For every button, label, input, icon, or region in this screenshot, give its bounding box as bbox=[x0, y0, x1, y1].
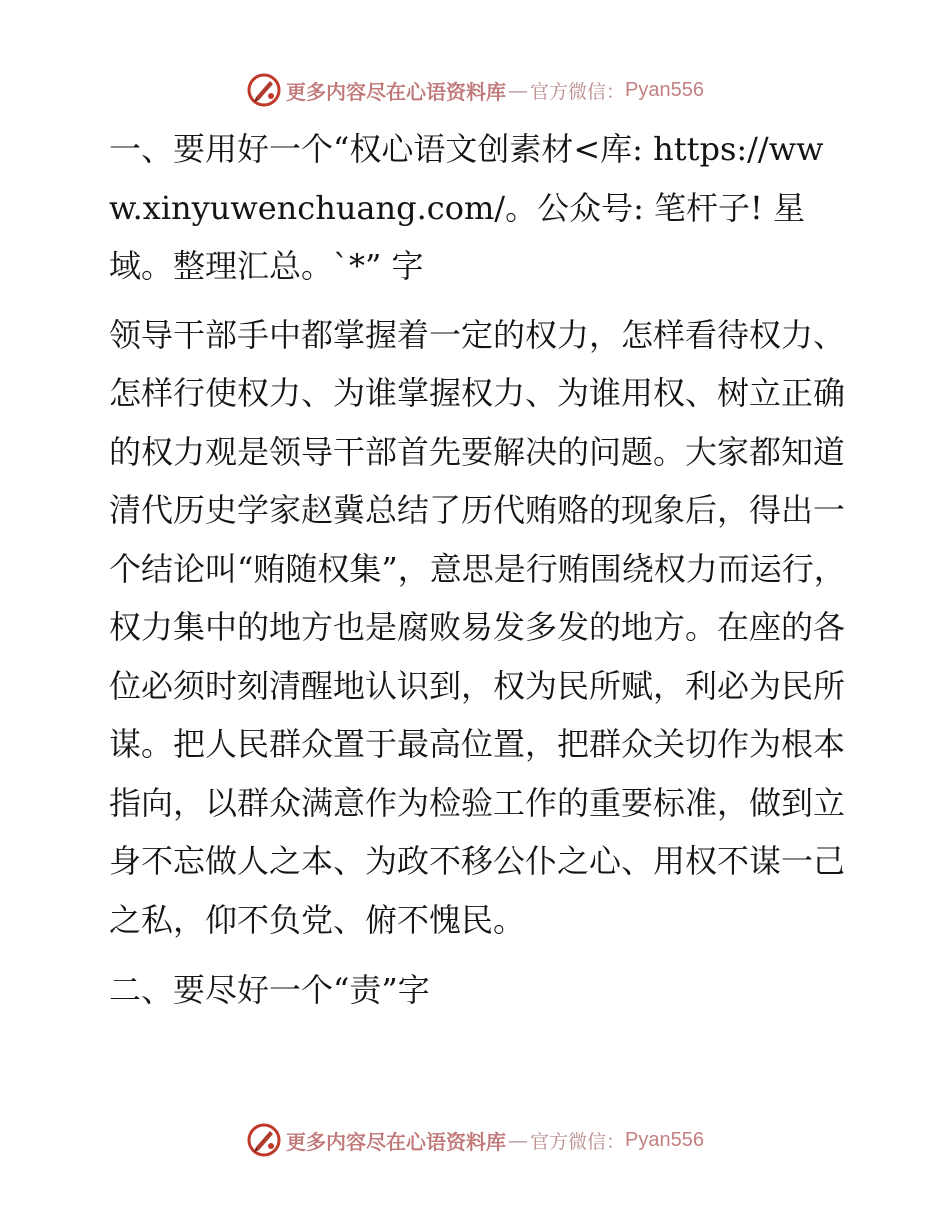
banner-wechat-id: Pyan556 bbox=[625, 78, 704, 101]
banner-wechat-label: 官方微信： bbox=[530, 1130, 626, 1153]
document-body bbox=[97, 120, 857, 1020]
pen-logo-icon bbox=[246, 1122, 282, 1158]
banner-dash: — bbox=[508, 78, 528, 102]
banner-brand-text: 更多内容尽在心语资料库 bbox=[286, 1129, 506, 1154]
body-paragraph: 领导干部手中都掌握着一定的权力，怎样看待权力、怎样行使权力、为谁掌握权力、为谁用权、树立正确的权力观是领导干部首先要解决的问题。大家都知道清代历史学家赵冀总结了历代贿赂的现象后，得出一个结论叫“贿随权集”，意思是行贿围绕权力而运行，权力集中的地方也是腐败易发多发的地方。在座的各位必须时刻清醒地认识到，权为民所赋，利必为民所谋。把人民群众置于最高位置，把群众关切作为根本指向，以群众满意作为检验工作的重要标准，做到立身不忘做人之本、为政不移公仆之心、用权不谋一己之私，仰不负党、俯不愧民。 bbox=[109, 315, 846, 939]
header-banner bbox=[0, 70, 950, 110]
pen-logo-icon bbox=[246, 72, 282, 108]
banner-dash: — bbox=[508, 1128, 528, 1152]
footer-banner bbox=[0, 1120, 950, 1160]
banner-brand-text: 更多内容尽在心语资料库 bbox=[286, 79, 506, 104]
heading-paragraph-2: 二、要尽好一个“责”字 bbox=[109, 971, 430, 1009]
banner-wechat-id: Pyan556 bbox=[625, 1128, 704, 1151]
banner-wechat-label: 官方微信： bbox=[530, 80, 626, 103]
heading-paragraph-1: 一、要用好一个“权心语文创素材<库: https://www.xinyuwenchuang.com/。公众号: 笔杆子! 星域。整理汇总。`*” 字 bbox=[109, 130, 824, 285]
